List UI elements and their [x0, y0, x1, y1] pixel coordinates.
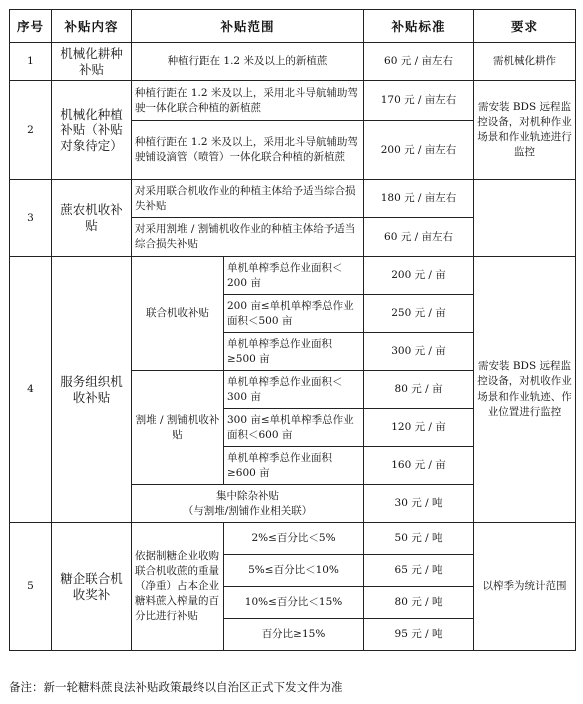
header-requirement: 要求	[474, 10, 576, 43]
subsidy-basis: 依据制糖企业收购联合机收蔗的重量（净重）占本企业糖料蔗入榨量的百分比进行补贴	[132, 523, 224, 651]
table-row	[10, 180, 576, 218]
row-number: 5	[10, 523, 52, 651]
subsidy-standard: 30 元 / 吨	[364, 485, 474, 523]
subsidy-scope: 种植行距在 1.2 米及以上的新植蔗	[132, 43, 364, 81]
subsidy-requirement-empty	[474, 180, 576, 257]
subsidy-standard: 200 元 / 亩	[364, 257, 474, 295]
impurity-label: 集中除杂补贴	[216, 489, 279, 502]
subsidy-standard: 160 元 / 亩	[364, 447, 474, 485]
subsidy-condition: 300 亩≤单机单榨季总作业面积＜600 亩	[224, 409, 364, 447]
subsidy-requirement: 以榨季为统计范围	[474, 523, 576, 651]
subsidy-standard: 65 元 / 吨	[364, 555, 474, 587]
subsidy-condition: 200 亩≤单机单榨季总作业面积＜500 亩	[224, 295, 364, 333]
subsidy-requirement: 需安装 BDS 远程监控设备，对机种作业场景和作业轨迹进行监控	[474, 81, 576, 180]
subsidy-standard: 60 元 / 亩左右	[364, 218, 474, 257]
footnote: 备注：新一轮糖料蔗良法补贴政策最终以自治区正式下发文件为准	[9, 680, 343, 694]
row-number: 4	[10, 257, 52, 523]
subsidy-requirement: 需安装 BDS 远程监控设备，对机收作业场景和作业轨迹、作业位置进行监控	[474, 257, 576, 523]
table-header-row	[10, 10, 576, 43]
subsidy-standard: 50 元 / 吨	[364, 523, 474, 555]
subsidy-requirement: 需机械化耕作	[474, 43, 576, 81]
subsidy-condition: 单机单榨季总作业面积＜300 亩	[224, 371, 364, 409]
subsidy-standard: 120 元 / 亩	[364, 409, 474, 447]
subsidy-condition: 单机单榨季总作业面积≥600 亩	[224, 447, 364, 485]
table-row	[10, 523, 576, 555]
subsidy-content: 机械化耕种补贴	[52, 43, 132, 81]
table-row	[10, 81, 576, 121]
subsidy-scope: 种植行距在 1.2 米及以上，采用北斗导航辅助驾驶铺设滴管（喷管）一体化联合种植的新植蔗	[132, 121, 364, 180]
subsidy-condition: 10%≤百分比＜15%	[224, 587, 364, 619]
subsidy-document	[9, 9, 575, 651]
table-row	[10, 43, 576, 81]
header-no: 序号	[10, 10, 52, 43]
subsidy-scope: 种植行距在 1.2 米及以上，采用北斗导航辅助驾驶一体化联合种植的新植蔗	[132, 81, 364, 121]
subsidy-scope: 对采用割堆 / 割铺机收作业的种植主体给予适当综合损失补贴	[132, 218, 364, 257]
row-number: 2	[10, 81, 52, 180]
subsidy-subcategory: 联合机收补贴	[132, 257, 224, 371]
subsidy-condition: 单机单榨季总作业面积≥500 亩	[224, 333, 364, 371]
subsidy-standard: 80 元 / 亩	[364, 371, 474, 409]
subsidy-content: 蔗农机收补贴	[52, 180, 132, 257]
subsidy-scope: 对采用联合机收作业的种植主体给予适当综合损失补贴	[132, 180, 364, 218]
subsidy-condition: 单机单榨季总作业面积＜200 亩	[224, 257, 364, 295]
subsidy-scope	[132, 485, 364, 523]
row-number: 3	[10, 180, 52, 257]
subsidy-content: 糖企联合机收奖补	[52, 523, 132, 651]
subsidy-condition: 百分比≥15%	[224, 619, 364, 651]
subsidy-content: 机械化种植补贴（补贴对象待定）	[52, 81, 132, 180]
impurity-note: （与割堆/割铺作业相关联）	[182, 504, 313, 517]
table-row	[10, 257, 576, 295]
subsidy-condition: 5%≤百分比＜10%	[224, 555, 364, 587]
subsidy-standard: 200 元 / 亩左右	[364, 121, 474, 180]
subsidy-condition: 2%≤百分比＜5%	[224, 523, 364, 555]
subsidy-table	[9, 9, 576, 651]
subsidy-standard: 95 元 / 吨	[364, 619, 474, 651]
header-scope: 补贴范围	[132, 10, 364, 43]
row-number: 1	[10, 43, 52, 81]
subsidy-standard: 80 元 / 吨	[364, 587, 474, 619]
header-standard: 补贴标准	[364, 10, 474, 43]
subsidy-standard: 170 元 / 亩左右	[364, 81, 474, 121]
subsidy-subcategory: 割堆 / 割铺机收补贴	[132, 371, 224, 485]
subsidy-standard: 250 元 / 亩	[364, 295, 474, 333]
subsidy-standard: 180 元 / 亩左右	[364, 180, 474, 218]
subsidy-standard: 300 元 / 亩	[364, 333, 474, 371]
subsidy-content: 服务组织机收补贴	[52, 257, 132, 523]
subsidy-standard: 60 元 / 亩左右	[364, 43, 474, 81]
header-content: 补贴内容	[52, 10, 132, 43]
